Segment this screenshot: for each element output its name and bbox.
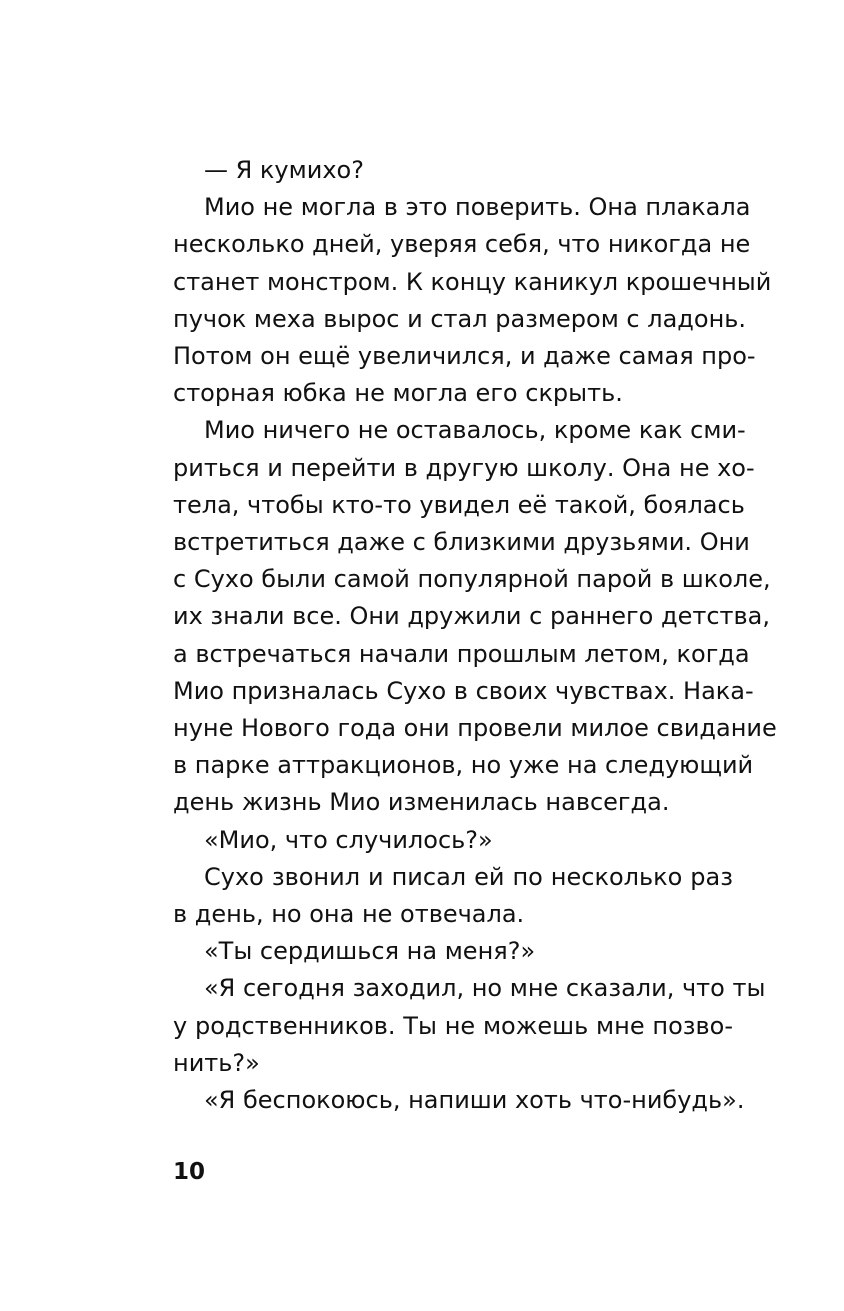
text-line: их знали все. Они дружили с раннего детства,	[173, 602, 770, 631]
text-line: несколько дней, уверяя себя, что никогда не	[173, 230, 751, 259]
text-line: «Ты сердишься на меня?»	[204, 937, 536, 966]
text-line: встретиться даже с близкими друзьями. Они	[173, 528, 750, 557]
paragraph-3	[173, 412, 777, 821]
text-line: станет монстром. К концу каникул крошечный	[173, 267, 772, 296]
text-line: сторная юбка не могла его скрыть.	[173, 379, 623, 408]
paragraph-8	[173, 1082, 745, 1119]
text-line: в день, но она не отвечала.	[173, 900, 525, 929]
text-line: нуне Нового года они провели милое свидание	[173, 714, 777, 743]
text-line: Мио призналась Сухо в своих чувствах. Нака-	[173, 676, 754, 705]
text-line: Потом он ещё увеличился, и даже самая про-	[173, 342, 756, 371]
text-line: тела, чтобы кто-то увидел её такой, боялась	[173, 490, 745, 519]
text-line: пучок меха вырос и стал размером с ладонь.	[173, 304, 747, 333]
page-text	[173, 152, 777, 1119]
text-line: Мио не могла в это поверить. Она плакала	[204, 193, 751, 222]
text-line: у родственников. Ты не можешь мне позво-	[173, 1011, 733, 1040]
text-line: Мио ничего не оставалось, кроме как сми-	[204, 416, 746, 445]
text-line: — Я кумихо?	[204, 156, 364, 184]
text-line: Сухо звонил и писал ей по несколько раз	[204, 862, 733, 891]
text-line: с Сухо были самой популярной парой в школе,	[173, 565, 771, 594]
paragraph-2	[173, 189, 772, 412]
text-line: нить?»	[173, 1048, 260, 1077]
paragraph-5	[173, 859, 733, 933]
paragraph-1	[173, 152, 733, 189]
text-line: «Я беспокоюсь, напиши хоть что-нибудь».	[204, 1086, 745, 1115]
paragraph-6	[173, 933, 733, 970]
text-line: день жизнь Мио изменилась навсегда.	[173, 788, 670, 817]
text-line: «Мио, что случилось?»	[204, 825, 493, 854]
text-line: а встречаться начали прошлым летом, когда	[173, 639, 750, 668]
text-line: риться и перейти в другую школу. Она не хо-	[173, 453, 755, 482]
paragraph-4	[173, 822, 733, 859]
text-line: в парке аттракционов, но уже на следующий	[173, 751, 754, 780]
text-line: «Я сегодня заходил, но мне сказали, что ты	[204, 974, 766, 1003]
page-number: 10	[173, 1159, 206, 1185]
paragraph-7	[173, 970, 766, 1082]
